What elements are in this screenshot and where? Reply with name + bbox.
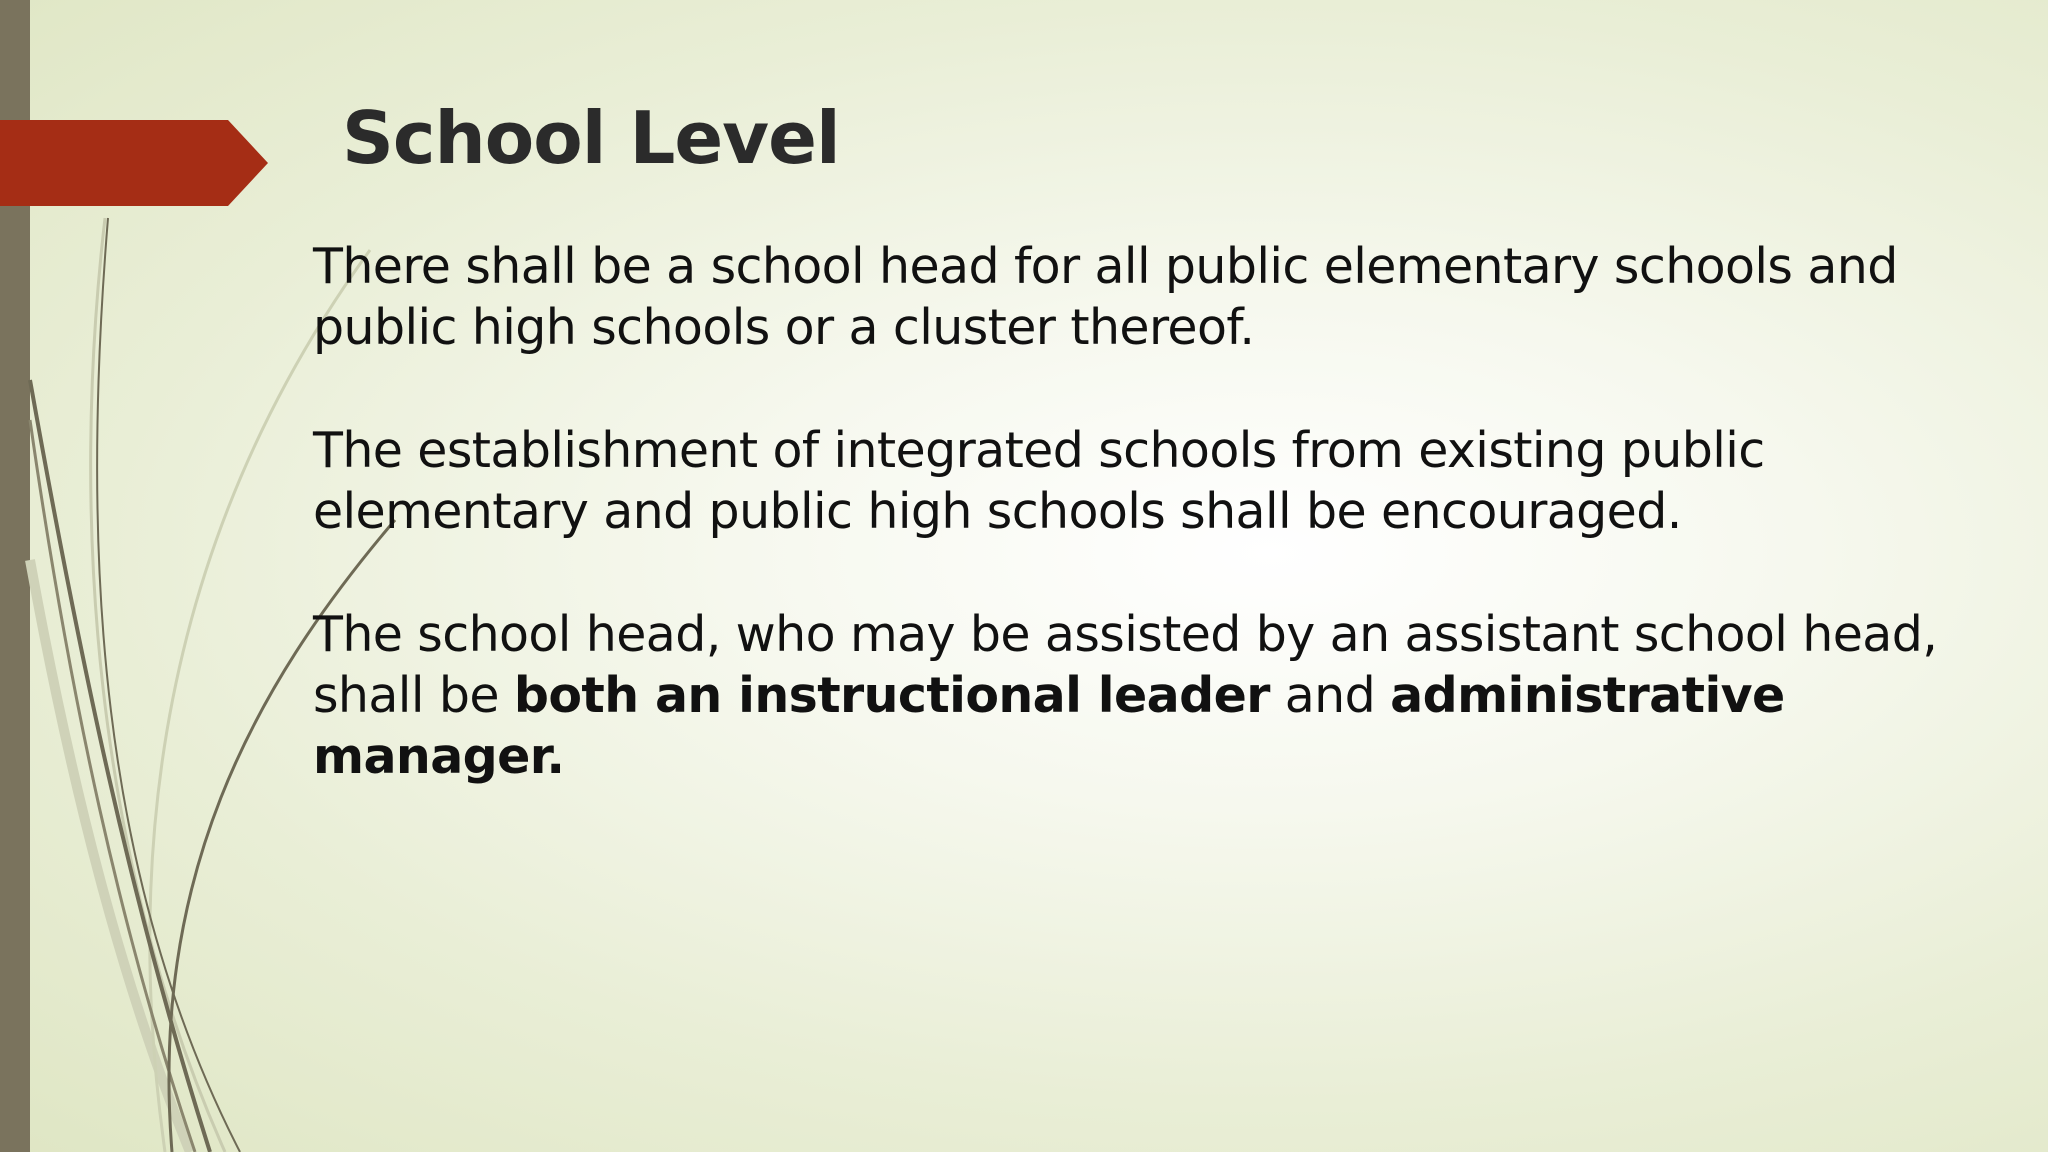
paragraph-lead-text: The school head, who may be assisted by an assistant school head, shall be — [313, 606, 1938, 724]
emphasis-instructional-leader: both an instructional leader — [513, 667, 1270, 724]
slide-title: School Level — [342, 96, 840, 180]
paragraph-connector-text: and — [1269, 667, 1391, 724]
title-accent-arrow — [0, 120, 270, 206]
slide-body — [313, 236, 2003, 849]
emphasis-administrative-manager: administrative manager. — [313, 667, 1785, 785]
decor-curve — [91, 218, 225, 1152]
decor-curve — [30, 380, 210, 1152]
paragraph-integrated-schools: The establishment of integrated schools from existing public elementary and public high schools shall be encouraged. — [313, 422, 1765, 540]
paragraph-school-head-roles — [313, 604, 2003, 787]
paragraph-school-head: There shall be a school head for all public elementary schools and public high schools or a cluster thereof. — [313, 238, 1898, 356]
accent-arrow-shape — [0, 120, 268, 206]
